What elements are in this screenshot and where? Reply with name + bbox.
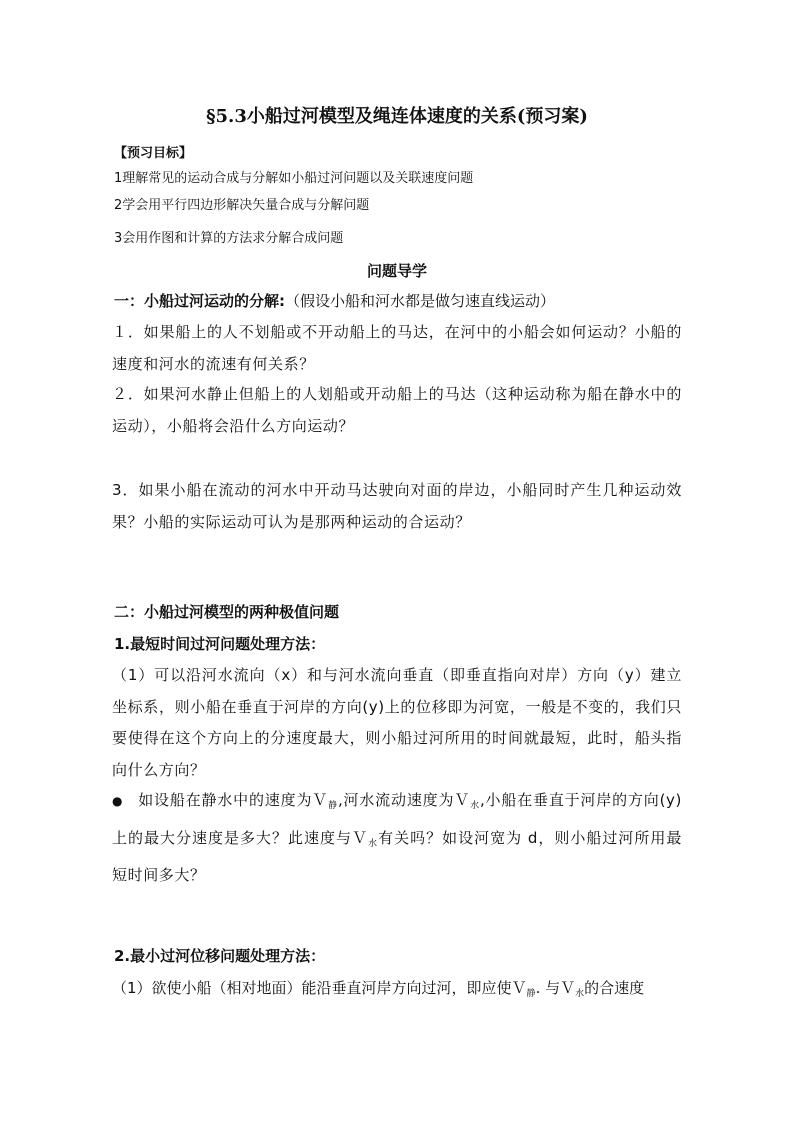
section2-heading: 2.最小过河位移问题处理方法： — [114, 947, 326, 965]
part1-heading — [114, 290, 555, 312]
document-title: §5.3小船过河模型及绳连体速度的关系(预习案) — [206, 106, 588, 127]
goals-heading: 【预习目标】 — [114, 146, 193, 161]
text-run: 有关吗？如设河宽为 d，则小船过河所用最短时间多大？ — [112, 828, 682, 884]
guide-heading: 问题导学 — [366, 262, 427, 280]
part2-heading: 二：小船过河模型的两种极值问题 — [114, 603, 340, 621]
subscript: 水 — [470, 801, 480, 811]
text-run: 如设船在静水中的速度为Ｖ — [138, 791, 329, 809]
text-run: ,河水流动速度为Ｖ — [337, 791, 471, 809]
section2-paragraph — [112, 977, 644, 1005]
subscript: 水 — [368, 838, 379, 849]
subscript: 静 — [328, 801, 338, 811]
question-3: 3．如果小船在流动的河水中开动马达驶向对面的岸边，小船同时产生几种运动效果？小船的实际运动可认为是那两种运动的合运动？ — [112, 481, 682, 531]
bullet-icon: ● — [112, 794, 124, 808]
part1-heading-note: （假设小船和河水都是做匀速直线运动） — [285, 292, 556, 310]
question-1: １．如果船上的人不划船或不开动船上的马达，在河中的小船会如何运动？小船的速度和河水的流速有何关系？ — [112, 323, 682, 373]
text-run: （1）欲使小船（相对地面）能沿垂直河岸方向过河，即应使Ｖ — [112, 979, 527, 997]
section1-bullet-paragraph — [112, 785, 682, 892]
text-run: 的合速度 — [584, 979, 645, 997]
section1-heading: 1.最短时间过河问题处理方法： — [114, 635, 326, 653]
part1-heading-title: 一：小船过河运动的分解: — [114, 292, 285, 310]
goal-item: 3会用作图和计算的方法求分解合成问题 — [114, 231, 344, 246]
subscript: 静 — [526, 989, 536, 999]
text-run: . 与Ｖ — [535, 979, 576, 997]
goal-item: 2学会用平行四边形解决矢量合成与分解问题 — [114, 198, 370, 213]
subscript: 水 — [575, 989, 585, 999]
question-2: ２．如果河水静止但船上的人划船或开动船上的马达（这种运动称为船在静水中的运动），小船将会沿什么方向运动？ — [112, 385, 682, 435]
section1-paragraph: （1）可以沿河水流向（x）和与河水流向垂直（即垂直指向对岸）方向（y）建立坐标系，则小船在垂直于河岸的方向(y)上的位移即为河宽，一般是不变的，我们只要使得在这个方向上的分速度最大，则小船过河所用的时间就最短，此时，船头指向什么方向？ — [112, 666, 682, 779]
goal-item: 1理解常见的运动合成与分解如小船过河问题以及关联速度问题 — [114, 171, 474, 186]
text-run: ,小船在垂直于河岸的方向(y)上的最大分速度是多大？此速度与Ｖ — [112, 791, 682, 847]
